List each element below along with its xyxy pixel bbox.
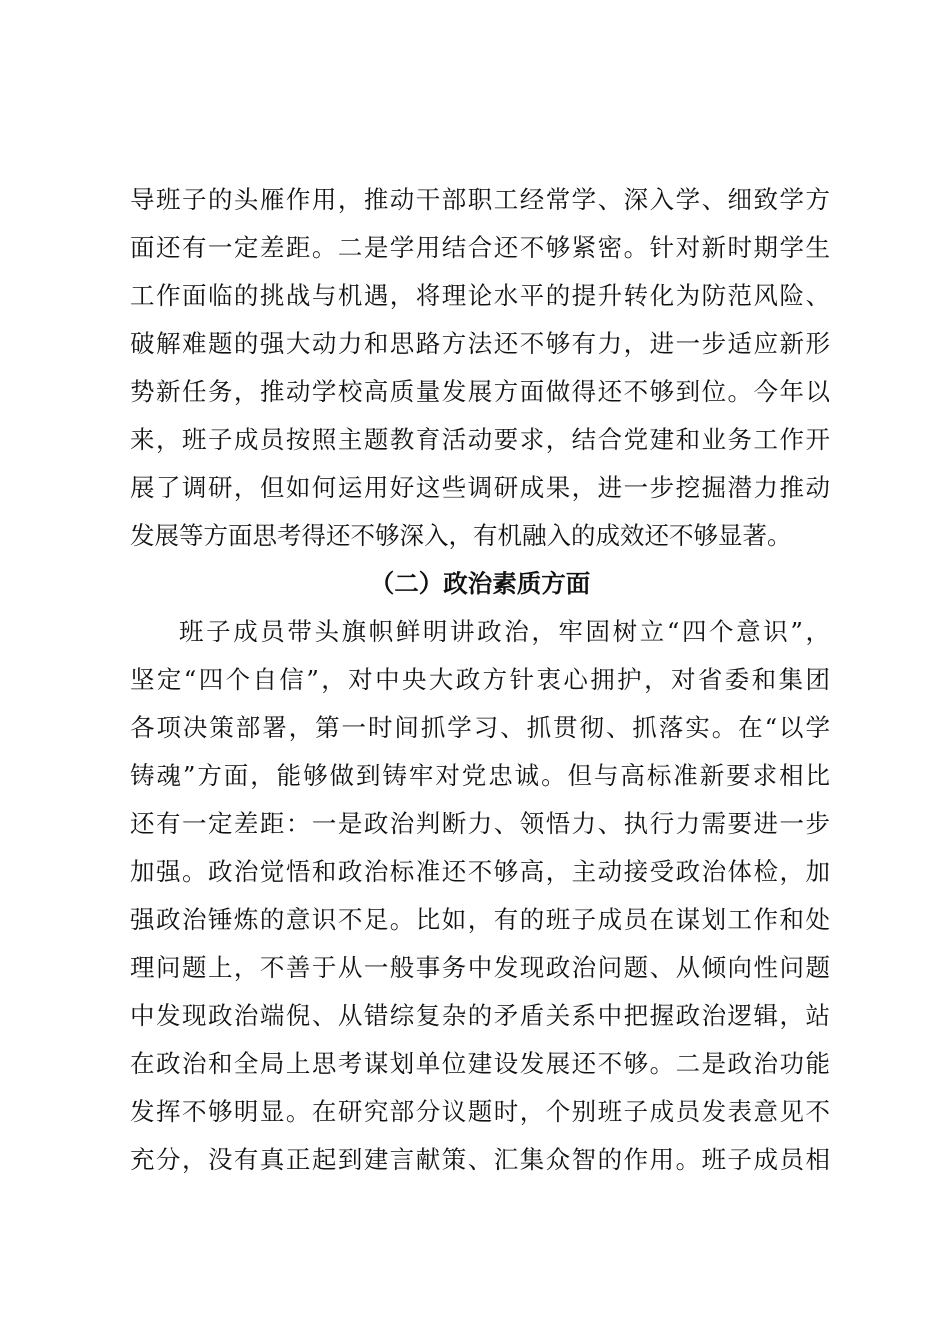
paragraph-2-line: 发挥不够明显。在研究部分议题时，个别班子成员发表意见不 (130, 1097, 830, 1126)
paragraph-1-line: 展了调研，但如何运用好这些调研成果，进一步挖掘潜力推动 (130, 473, 830, 502)
paragraph-2-line: 铸魂”方面，能够做到铸牢对党忠诚。但与高标准新要求相比 (130, 761, 830, 790)
paragraph-2-line: 充分，没有真正起到建言献策、汇集众智的作用。班子成员相 (130, 1145, 830, 1174)
paragraph-1-line: 来，班子成员按照主题教育活动要求，结合党建和业务工作开 (130, 425, 830, 454)
paragraph-2-line: 加强。政治觉悟和政治标准还不够高，主动接受政治体检，加 (130, 857, 830, 886)
paragraph-1-line: 工作面临的挑战与机遇，将理论水平的提升转化为防范风险、 (130, 281, 830, 310)
paragraph-2-line: 中发现政治端倪、从错综复杂的矛盾关系中把握政治逻辑，站 (130, 1001, 830, 1030)
paragraph-1-line: 势新任务，推动学校高质量发展方面做得还不够到位。今年以 (130, 377, 830, 406)
paragraph-2-line: 班子成员带头旗帜鲜明讲政治，牢固树立“四个意识”， (179, 617, 830, 646)
paragraph-2-line: 在政治和全局上思考谋划单位建设发展还不够。二是政治功能 (130, 1049, 830, 1078)
paragraph-2-line: 还有一定差距：一是政治判断力、领悟力、执行力需要进一步 (130, 809, 830, 838)
paragraph-2-line: 坚定“四个自信”，对中央大政方针衷心拥护，对省委和集团 (130, 665, 830, 694)
paragraph-1-line: 破解难题的强大动力和思路方法还不够有力，进一步适应新形 (130, 329, 830, 358)
paragraph-1-line: 导班子的头雁作用，推动干部职工经常学、深入学、细致学方 (130, 185, 830, 214)
paragraph-1-line: 面还有一定差距。二是学用结合还不够紧密。针对新时期学生 (130, 233, 830, 262)
paragraph-2-line: 各项决策部署，第一时间抓学习、抓贯彻、抓落实。在“以学 (130, 713, 830, 742)
paragraph-2-line: 强政治锤炼的意识不足。比如，有的班子成员在谋划工作和处 (130, 905, 830, 934)
paragraph-1-line: 发展等方面思考得还不够深入，有机融入的成效还不够显著。 (130, 521, 792, 550)
section-heading: （二）政治素质方面 (369, 569, 591, 598)
paragraph-2-line: 理问题上，不善于从一般事务中发现政治问题、从倾向性问题 (130, 953, 830, 982)
